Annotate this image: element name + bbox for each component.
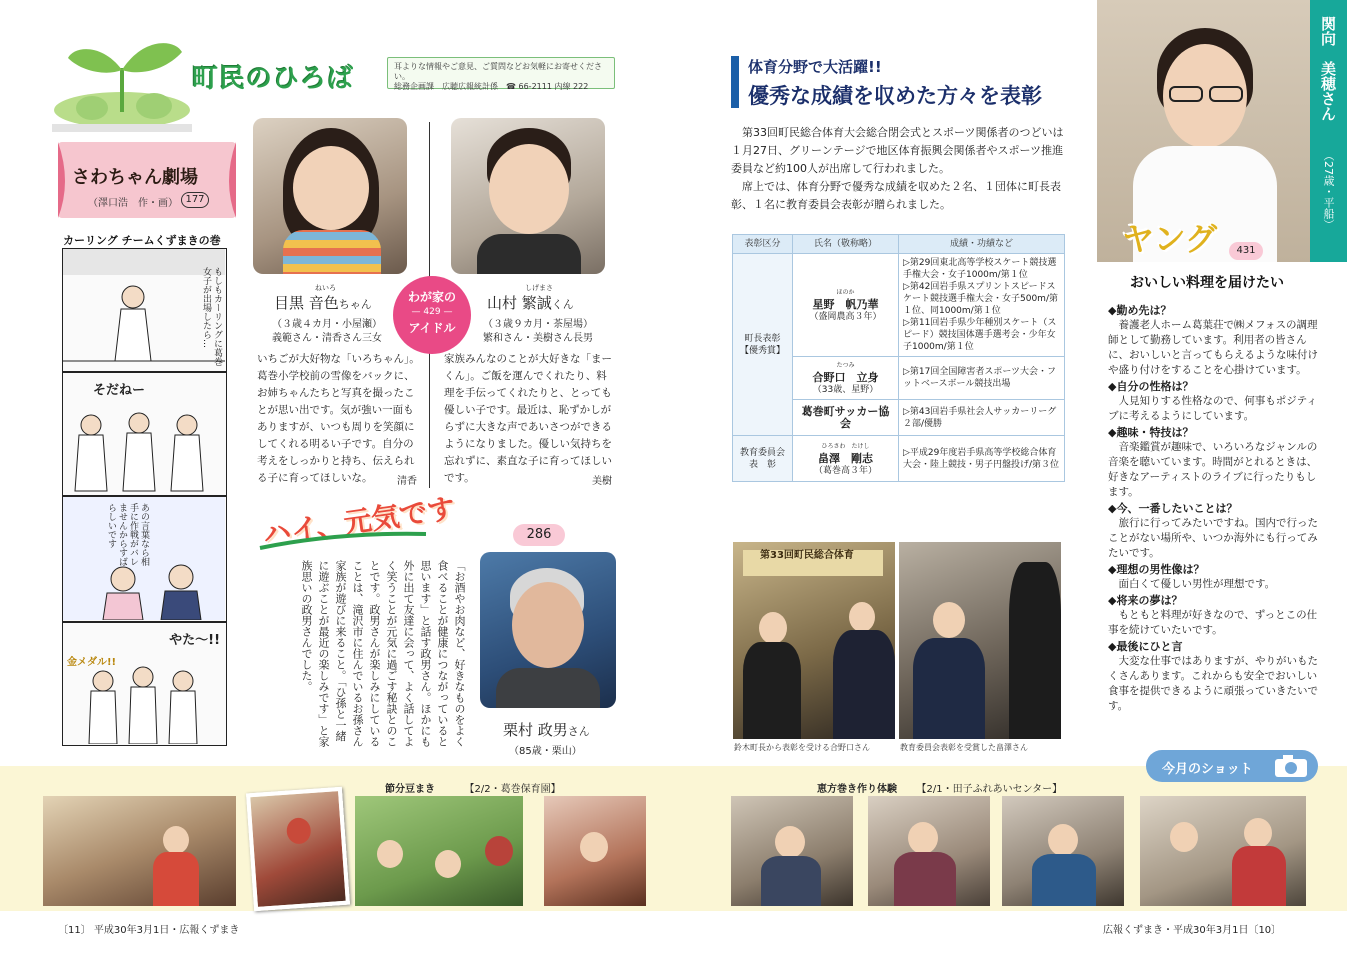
comic-panel-3-text: あの言葉なら相手に作戦がバレませんからすばらしいです: [106, 503, 149, 566]
comic-panel-1: [62, 248, 227, 372]
awards-col-name: 氏名（敬称略）: [793, 235, 899, 254]
kid2-name-suffix: くん: [551, 298, 574, 311]
sprout-illustration: [52, 28, 192, 132]
qa-item: [1108, 561, 1323, 592]
qa-answer: 養護老人ホーム葛葉荘で㈱メフォスの調理師として勤務しています。利用者の皆さんに、おいしいと言ってもらえるような味付けや盛り付けをすることを心掛けています。: [1108, 319, 1318, 376]
kid2-info-1: （３歳９カ月・茶屋場）: [483, 319, 593, 330]
genki-swoosh: [258, 528, 428, 552]
comic-panel-2-text: そだねー: [93, 383, 146, 398]
award-name-cell: [793, 400, 899, 436]
award-name-cell: [793, 254, 899, 357]
qa-item: [1108, 378, 1323, 424]
qa-question: ◆勤め先は？: [1108, 304, 1172, 317]
kid2-sign: 美樹: [592, 476, 612, 487]
qa-item: [1108, 302, 1323, 378]
award-photo-caption-2: 教育委員会表彰を受賞した畠澤さん: [900, 743, 1028, 752]
qa-question: ◆今、一番したいことは？: [1108, 502, 1238, 515]
award-name: 合野口 立身: [812, 371, 879, 384]
shots-right-title-text: 恵方巻き作り体験: [817, 784, 897, 795]
contact-note: [387, 57, 615, 89]
page-title: 町民のひろば: [192, 64, 355, 94]
award-name-cell: [793, 436, 899, 482]
shots-right-sub: 【2/1・田子ふれあいセンター】: [916, 784, 1063, 795]
kid1-info-1: （３歳４カ月・小屋瀬）: [272, 319, 382, 330]
award-result-line: ▷平成29年度岩手県高等学校総合体育大会・陸上競技・男子円盤投げ/第３位: [903, 447, 1060, 470]
ehomaki-photo-3: [1002, 796, 1124, 906]
genki-title: ハイ、元気です: [260, 491, 458, 552]
award-name: 星野 帆乃華: [812, 298, 879, 311]
qa-answer: 大変な仕事ではありますが、やりがいもたくさんあります。これからも安全でおいしい食事を提供できるように頑張っていきたいです。: [1108, 655, 1318, 712]
contact-note-line-1: 耳よりな情報やご意見、ご質問などお気軽にお寄せください。: [394, 62, 602, 81]
qa-question: ◆将来の夢は？: [1108, 594, 1183, 607]
award-result-line: ▷第29回東北高等学校スケート競技選手権大会・女子1000m/第１位: [903, 258, 1057, 280]
idol-badge-number: — 429 —: [411, 307, 453, 317]
kid1-name-suffix: ちゃん: [338, 298, 372, 311]
comic-panel-4: [62, 622, 227, 746]
comic-panel-2: [62, 372, 227, 496]
table-row: [733, 436, 1065, 482]
genki-name: [503, 719, 590, 740]
qa-question: ◆最後にひと言: [1108, 640, 1183, 653]
ehomaki-photo-1: [731, 796, 853, 906]
kid2-photo: [451, 118, 605, 274]
comic-panel-1-text: もしもカーリングに葛巻女子が出場したら…: [201, 267, 222, 366]
award-name-ruby: ひろさわ たけし: [821, 442, 870, 450]
genki-name-text: 栗村 政男: [503, 721, 568, 739]
kid1-info: [262, 318, 392, 346]
kid2-info: [473, 318, 603, 346]
young-label: ヤング: [1122, 220, 1218, 258]
award-photo-sign: 第33回町民総合体育: [760, 550, 854, 561]
young-number: 431: [1229, 242, 1263, 260]
ehomaki-photo-4: [1140, 796, 1306, 906]
qa-answer: 旅行に行ってみたいですね。国内で行ったことがない場所や、いつか海外にも行ってみたいです。: [1108, 517, 1318, 559]
idol-badge: [393, 276, 471, 354]
qa-question: ◆趣味・特技は？: [1108, 426, 1194, 439]
sports-headline: 優秀な成績を収めた方々を表彰: [748, 84, 1042, 108]
comic-panel-4-text: やた〜!!: [169, 633, 220, 648]
shots-left-sub: 【2/2・葛巻保育園】: [464, 784, 561, 795]
award-name-cell: [793, 357, 899, 400]
kid1-name-ruby: ねいろ: [315, 284, 336, 292]
comic-panel-3: [62, 496, 227, 622]
monthly-shots-label: 今月のショット: [1162, 762, 1253, 777]
young-heading: おいしい料理を届けたい: [1130, 275, 1284, 291]
award-result-line: ▷第11回岩手県少年種別スケート（スピード）競技国体選手選考会・少年女子1000m/第１位: [903, 318, 1057, 352]
genki-text: 「お酒やお肉など、好きなものをよく食べることが健康につながっていると思います」と話す政男さん。ほかにも外に出て友達に会って、よく話してよく笑うことが元気に過ごす秘訣とのことです。政男さんが楽しみにしていることは、滝沢市に住んでいるお孫さん家族が遊びに来ること。「ひ孫と一緒に遊ぶことが最近の楽しみです」と家族思いの政男さんでした。: [300, 560, 466, 747]
camera-icon: [1274, 754, 1308, 778]
award-result-line: ▷第42回岩手県スプリントスピードスケート競技選手権大会・女子500m/第１位、同1000m/第１位: [903, 282, 1058, 316]
young-name: 関向 美穂さん: [1319, 16, 1337, 121]
qa-item: [1108, 592, 1323, 638]
award-result-line: ▷第17回全国障害者スポーツ大会・フットベースボール競技出場: [903, 367, 1057, 389]
awards-table: [732, 234, 1065, 482]
footer-left: 〔11〕 平成30年3月1日・広報くずまき: [58, 925, 240, 936]
sports-body-2: 席上では、体育分野で優秀な成績を収めた２名、１団体に町長表彰、１名に教育委員会表彰が贈られました。: [731, 180, 1061, 211]
kid1-name: [274, 292, 372, 313]
kid2-name-ruby: しげまさ: [525, 284, 553, 292]
kid1-photo: [253, 118, 407, 274]
ehomaki-photo-2: [868, 796, 990, 906]
qa-item: [1108, 638, 1323, 714]
award-category-board: 教育委員会表 彰: [733, 436, 793, 482]
award-photo-2: [899, 542, 1061, 739]
qa-answer: 面白くて優しい男性が理想です。: [1118, 578, 1276, 590]
award-results: [899, 357, 1065, 400]
award-name-ruby: ほのか: [836, 289, 855, 296]
table-row: [733, 254, 1065, 357]
kid2-text: 家族みんなのことが大好きな「まーくん」。ご飯を運んでくれたり、料理を手伝ってくれたりと、とっても優しい子です。最近は、恥ずかしがらずに大きな声であいさつができるようになりました。優しい気持ちを忘れずに、素直な子に育ってほしいです。: [444, 353, 612, 484]
contact-note-line-2: 総務企画課 広聴広報統計係 ☎ 66-2111 内線 222: [394, 82, 589, 91]
award-name-ruby: たつみ: [836, 362, 855, 369]
shots-right-title: [817, 780, 1062, 795]
qa-answer: 音楽鑑賞が趣味で、いろいろなジャンルの音楽を聴いています。時間がとれるときは、好きなアーティストのライブに行ったりもします。: [1108, 441, 1318, 498]
comic-panel-4-subtext: 金メダル!!: [67, 657, 117, 668]
award-school: （33歳、星野）: [812, 385, 879, 395]
kid2-name: [487, 292, 574, 313]
young-name-strip: [1310, 0, 1347, 262]
setsubun-photo-1: [43, 796, 236, 906]
qa-question: ◆自分の性格は？: [1108, 380, 1194, 393]
award-school: （盛岡農高３年）: [809, 312, 882, 322]
genki-photo: [480, 552, 616, 708]
kid1-info-2: 義範さん・清香さん三女: [272, 333, 382, 344]
kid2-name-text: 山村 繁誠: [487, 294, 552, 312]
genki-info: （85歳・栗山）: [509, 746, 582, 757]
awards-col-category: 表彰区分: [733, 235, 793, 254]
comic-title: さわちゃん劇場: [72, 167, 198, 188]
award-school: （葛巻高３年）: [813, 465, 877, 476]
qa-question: ◆理想の男性像は？: [1108, 563, 1205, 576]
sports-kicker: 体育分野で大活躍!!: [748, 58, 882, 76]
sports-body-1: 第33回町民総合体育大会総合閉会式とスポーツ関係者のつどいは１月27日、グリーンテージで地区体育振興会関係者やスポーツ推進委員など約100人が出席して行われました。: [731, 126, 1064, 175]
setsubun-photo-4: [544, 796, 646, 906]
idol-badge-bottom: アイドル: [408, 321, 456, 335]
kid1-sign: 清香: [397, 476, 417, 487]
setsubun-photo-2: [246, 787, 350, 911]
kid1-text: いちごが大好物な「いろちゃん」。葛巻小学校前の雪像をバックに、お姉ちゃんたちと写真を撮ったことが思い出です。気が強い一面もありますが、いつも周りを笑顔にしてくれる明るい子です。自分の考えをしっかりと持ち、伝えられる子に育ってほしいな。: [257, 353, 420, 484]
young-qa: [1108, 302, 1323, 714]
award-results: [899, 400, 1065, 436]
award-results: [899, 254, 1065, 357]
award-results: [899, 436, 1065, 482]
shots-left-title: [385, 780, 561, 795]
award-photo-1: [733, 542, 895, 739]
awards-table-header: [733, 235, 1065, 254]
monthly-shots-badge: [1146, 750, 1318, 782]
idol-badge-top: わが家の: [407, 290, 456, 304]
award-photo-caption-1: 鈴木町長から表彰を受ける合野口さん: [734, 743, 870, 752]
awards-col-results: 成績・功績など: [899, 235, 1065, 254]
qa-item: [1108, 500, 1323, 561]
footer-right: 広報くずまき・平成30年3月1日〔10〕: [1103, 925, 1282, 936]
young-age: （27歳・平船）: [1322, 150, 1335, 230]
genki-number: 286: [513, 524, 565, 546]
kid1-name-text: 目黒 音色: [274, 294, 339, 312]
genki-name-suffix: さん: [567, 725, 590, 738]
award-result-line: ▷第43回岩手県社会人サッカーリーグ２部/優勝: [903, 406, 1057, 429]
comic-number: 177: [181, 192, 209, 208]
award-name: 畠澤 剛志: [818, 451, 873, 465]
setsubun-photo-3: [355, 796, 523, 906]
shots-left-title-text: 節分豆まき: [385, 784, 435, 795]
kid2-info-2: 繁和さん・美樹さん長男: [483, 333, 593, 344]
qa-answer: もともと料理が好きなので、ずっとこの仕事を続けていたいです。: [1108, 609, 1318, 636]
comic-subtitle: カーリング チームくずまきの巻: [63, 234, 221, 247]
qa-answer: 人見知りする性格なので、何事もポジティブに考えるようにしています。: [1108, 395, 1317, 422]
award-name: 葛巻町サッカー協会: [801, 404, 890, 430]
comic-author: （澤口浩 作・画）: [88, 198, 178, 209]
qa-item: [1108, 424, 1323, 500]
award-category-mayor: 町長表彰【優秀賞】: [733, 254, 793, 436]
